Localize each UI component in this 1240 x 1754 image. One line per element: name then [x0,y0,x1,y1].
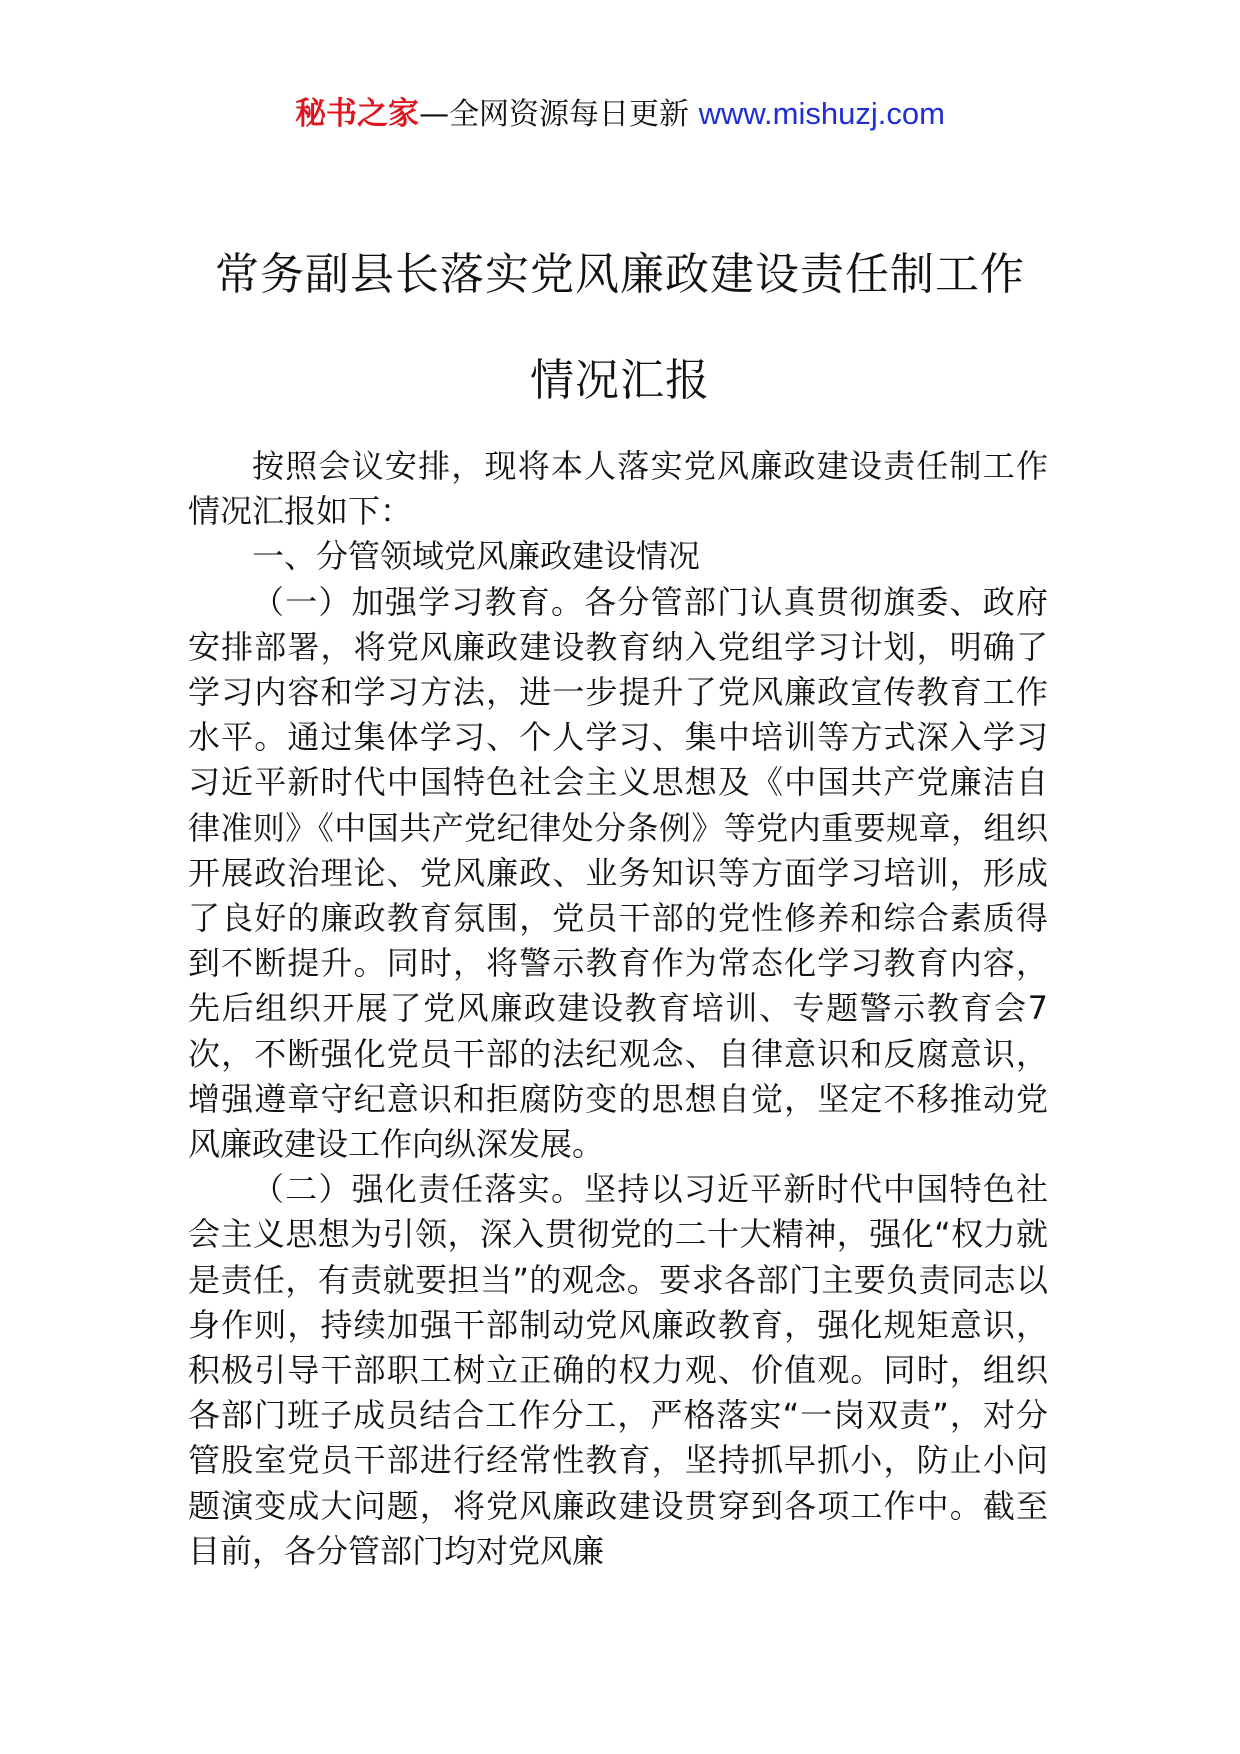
intro-paragraph: 按照会议安排，现将本人落实党风廉政建设责任制工作情况汇报如下： [188,447,1048,531]
title-line-1: 常务副县长落实党风廉政建设责任制工作 [215,249,1025,300]
site-url-link[interactable]: www.mishuzj.com [698,96,945,131]
title-line-2: 情况汇报 [530,355,710,406]
document-title [150,222,1090,434]
site-header [0,92,1240,137]
document-body [188,444,1048,1574]
paragraph-responsibility: （二）强化责任落实。坚持以习近平新时代中国特色社会主义思想为引领，深入贯彻党的二十大精神，强化“权力就是责任，有责就要担当”的观念。要求各部门主要负责同志以身作则，持续加强干部制动党风廉政教育，强化规矩意识，积极引导干部职工树立正确的权力观、价值观。同时，组织各部门班子成员结合工作分工，严格落实“一岗双责”，对分管股室党员干部进行经常性教育，坚持抓早抓小，防止小问题演变成大问题，将党风廉政建设贯穿到各项工作中。截至目前，各分管部门均对党风廉 [188,1170,1048,1570]
paragraph-learning-education: （一）加强学习教育。各分管部门认真贯彻旗委、政府安排部署，将党风廉政建设教育纳入党组学习计划，明确了学习内容和学习方法，进一步提升了党风廉政宣传教育工作水平。通过集体学习、个人学习、集中培训等方式深入学习习近平新时代中国特色社会主义思想及《中国共产党廉洁自律准则》《中国共产党纪律处分条例》等党内重要规章，组织开展政治理论、党风廉政、业务知识等方面学习培训，形成了良好的廉政教育氛围，党员干部的党性修养和综合素质得到不断提升。同时，将警示教育作为常态化学习教育内容，先后组织开展了党风廉政建设教育培训、专题警示教育会7次，不断强化党员干部的法纪观念、自律意识和反腐意识，增强遵章守纪意识和拒腐防变的思想自觉，坚定不移推动党风廉政建设工作向纵深发展。 [188,582,1048,1164]
section-heading: 一、分管领域党风廉政建设情况 [252,537,701,576]
header-tagline: —全网资源每日更新 [419,97,699,132]
brand-name: 秘书之家 [295,96,420,132]
